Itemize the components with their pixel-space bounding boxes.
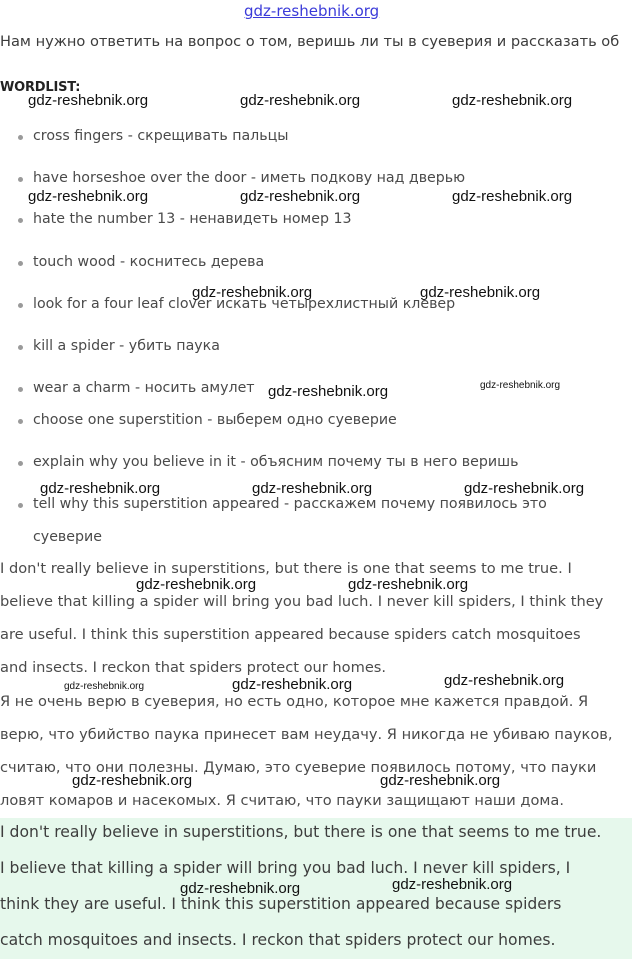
- bullet-icon: [18, 135, 23, 140]
- watermark: gdz-reshebnik.org: [252, 480, 373, 497]
- bullet-icon: [18, 261, 23, 266]
- list-item: explain why you believe in it - объясним почему ты в него веришь: [33, 454, 519, 470]
- watermark: gdz-reshebnik.org: [64, 681, 145, 692]
- text-line: Я не очень верю в суеверия, но есть одно, которое мне кажется правдой. Я: [0, 693, 589, 710]
- bullet-icon: [18, 218, 23, 223]
- wordlist-heading: WORDLIST:: [0, 80, 81, 95]
- intro-text: Нам нужно ответить на вопрос о том, веришь ли ты в суеверия и рассказать об: [0, 33, 620, 50]
- list-item: wear a charm - носить амулет: [33, 380, 255, 396]
- text-line: верю, что убийство паука принесет вам неудачу. Я никогда не убиваю пауков,: [0, 726, 613, 743]
- watermark: gdz-reshebnik.org: [28, 92, 149, 109]
- watermark: gdz-reshebnik.org: [192, 284, 313, 301]
- bullet-icon: [18, 419, 23, 424]
- watermark: gdz-reshebnik.org: [348, 576, 469, 593]
- text-line: I don't really believe in superstitions, but there is one that seems to me true. I: [0, 560, 572, 577]
- bullet-icon: [18, 345, 23, 350]
- watermark: gdz-reshebnik.org: [268, 383, 389, 400]
- watermark: gdz-reshebnik.org: [464, 480, 585, 497]
- list-item: touch wood - коснитесь дерева: [33, 254, 265, 270]
- russian-paragraph: [0, 685, 613, 817]
- highlighted-line: think they are useful. I think this superstition appeared because spiders: [0, 895, 562, 913]
- text-line: считаю, что они полезны. Думаю, это суеверие появилось потому, что пауки: [0, 759, 597, 776]
- english-paragraph: [0, 552, 603, 684]
- list-item: tell why this superstition appeared - расскажем почему появилось это: [33, 496, 547, 512]
- list-item-continuation: суеверие: [33, 529, 102, 545]
- watermark: gdz-reshebnik.org: [40, 480, 161, 497]
- bullet-icon: [18, 461, 23, 466]
- list-item: kill a spider - убить паука: [33, 338, 220, 354]
- list-item: have horseshoe over the door - иметь подкову над дверью: [33, 170, 466, 186]
- watermark: gdz-reshebnik.org: [480, 380, 561, 391]
- text-line: believe that killing a spider will bring you bad luch. I never kill spiders, I think they: [0, 593, 604, 610]
- watermark: gdz-reshebnik.org: [136, 576, 257, 593]
- watermark: gdz-reshebnik.org: [444, 672, 565, 689]
- watermark: gdz-reshebnik.org: [452, 92, 573, 109]
- watermark: gdz-reshebnik.org: [28, 188, 149, 205]
- text-line: ловят комаров и насекомых. Я считаю, что пауки защищают наши дома.: [0, 792, 564, 809]
- watermark: gdz-reshebnik.org: [380, 772, 501, 789]
- bullet-icon: [18, 503, 23, 508]
- text-line: and insects. I reckon that spiders protect our homes.: [0, 659, 387, 676]
- watermark: gdz-reshebnik.org: [232, 676, 353, 693]
- highlighted-line: I don't really believe in superstitions, but there is one that seems to me true.: [0, 823, 602, 841]
- highlighted-line: I believe that killing a spider will bring you bad luch. I never kill spiders, I: [0, 859, 571, 877]
- watermark: gdz-reshebnik.org: [452, 188, 573, 205]
- watermark: gdz-reshebnik.org: [392, 876, 513, 893]
- watermark: gdz-reshebnik.org: [180, 880, 301, 897]
- text-line: are useful. I think this superstition appeared because spiders catch mosquitoes: [0, 626, 581, 643]
- watermark: gdz-reshebnik.org: [420, 284, 541, 301]
- watermark: gdz-reshebnik.org: [240, 188, 361, 205]
- watermark: gdz-reshebnik.org: [240, 92, 361, 109]
- list-item: choose one superstition - выберем одно суеверие: [33, 412, 397, 428]
- site-link[interactable]: gdz-reshebnik.org: [244, 2, 380, 20]
- list-item: hate the number 13 - ненавидеть номер 13: [33, 211, 352, 227]
- bullet-icon: [18, 303, 23, 308]
- bullet-icon: [18, 177, 23, 182]
- list-item: look for a four leaf clover искать четырехлистный клевер: [33, 296, 456, 312]
- bullet-icon: [18, 387, 23, 392]
- watermark: gdz-reshebnik.org: [72, 772, 193, 789]
- list-item: cross fingers - скрещивать пальцы: [33, 128, 289, 144]
- highlighted-line: catch mosquitoes and insects. I reckon that spiders protect our homes.: [0, 931, 556, 949]
